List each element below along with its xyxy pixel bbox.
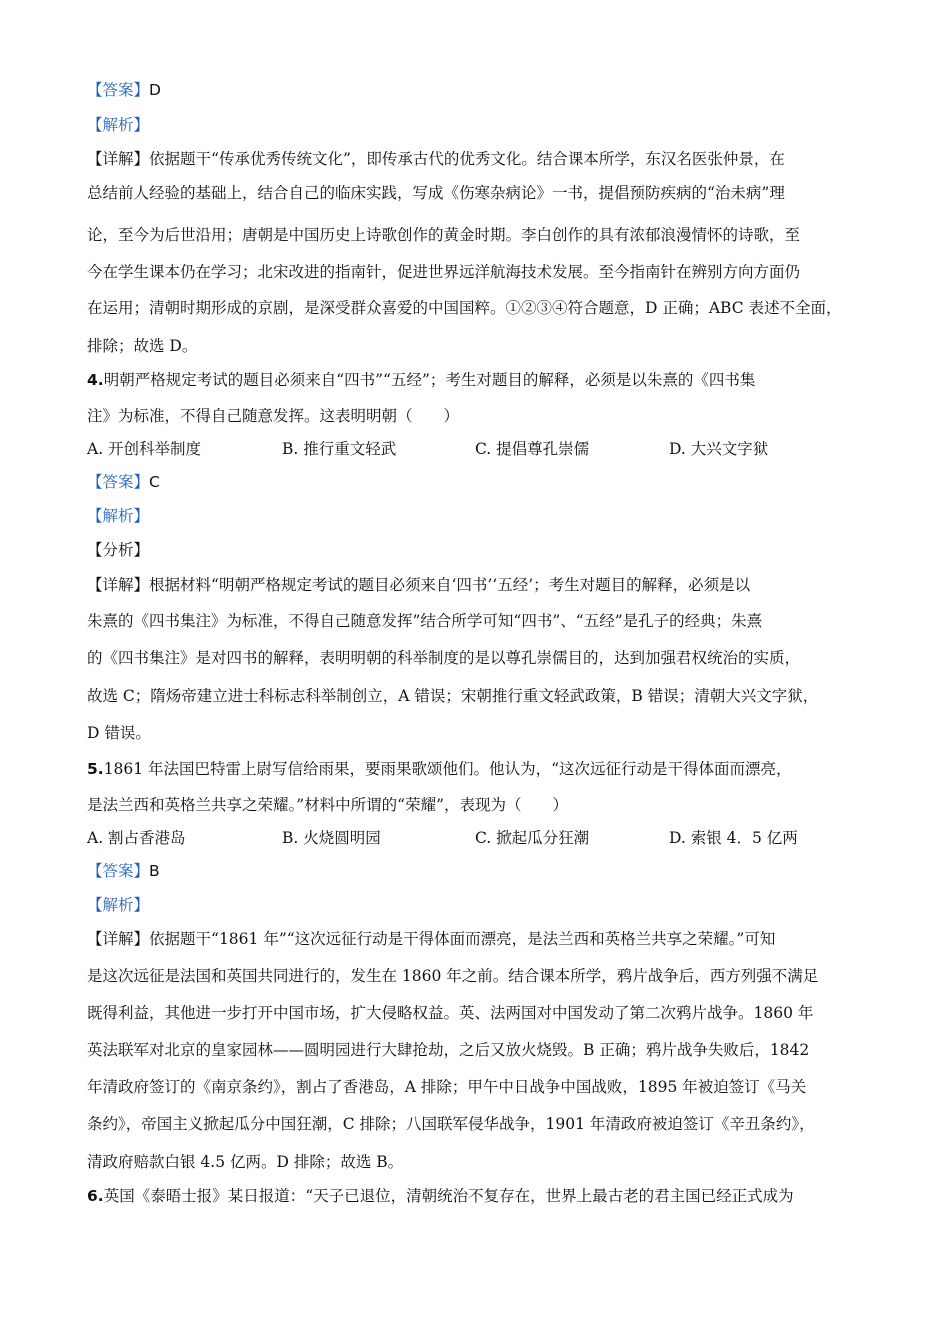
q4-detail-line-1 bbox=[87, 574, 877, 596]
q4-option-d: D. 大兴文字狱 bbox=[669, 440, 769, 458]
q3-detail-line-2: 总结前人经验的基础上，结合自己的临床实践，写成《伤寒杂病论》一书，提倡预防疾病的“治未病”理 bbox=[87, 184, 785, 202]
answer-tag: 【答案】 bbox=[87, 81, 150, 99]
q4-detail-line-2: 朱熹的《四书集注》为标准，不得自己随意发挥”结合所学可知“四书”、“五经”是孔子的经典；朱熹 bbox=[87, 612, 763, 630]
q5-number: 5. bbox=[87, 760, 104, 778]
q5-option-b: B. 火烧圆明园 bbox=[282, 829, 381, 847]
q5-options bbox=[87, 827, 877, 849]
q5-detail-line-4: 英法联军对北京的皇家园林——圆明园进行大肆抢劫，之后又放火烧毁。B 正确；鸦片战争失败后，1842 bbox=[87, 1041, 810, 1059]
q5-detail-text: 依据题干“1861 年”“这次远征行动是干得体面而漂亮，是法兰西和英格兰共享之荣耀。”可知 bbox=[149, 930, 776, 948]
q6-stem-text: 英国《泰晤士报》某日报道：“天子已退位，清朝统治不复存在，世界上最古老的君主国已经正式成为 bbox=[103, 1187, 794, 1205]
q5-detail-line-5: 年清政府签订的《南京条约》，割占了香港岛，A 排除；甲午中日战争中国战败，1895 年被迫签订《马关 bbox=[87, 1078, 807, 1096]
detail-tag: 【详解】 bbox=[87, 150, 150, 168]
q4-answer-line bbox=[87, 471, 877, 493]
q4-detail-line-4: 故选 C；隋炀帝建立进士科标志科举制创立，A 错误；宋朝推行重文轻武政策，B 错误；清朝大兴文字狱， bbox=[87, 687, 819, 705]
q5-detail-line-3: 既得利益，其他进一步打开中国市场，扩大侵略权益。英、法两国对中国发动了第二次鸦片战争。1860 年 bbox=[87, 1004, 814, 1022]
breakdown-tag: 【分析】 bbox=[87, 541, 150, 559]
q5-option-d: D. 索银 4．5 亿两 bbox=[669, 829, 798, 847]
detail-tag: 【详解】 bbox=[87, 930, 150, 948]
q5-detail-line-6: 条约》，帝国主义掀起瓜分中国狂潮，C 排除；八国联军侵华战争，1901 年清政府被迫签订《辛丑条约》， bbox=[87, 1115, 815, 1133]
q3-detail-line-5: 在运用；清朝时期形成的京剧，是深受群众喜爱的中国国粹。①②③④符合题意，D 正确；ABC 表述不全面， bbox=[87, 299, 842, 317]
q6-number: 6. bbox=[87, 1187, 104, 1205]
q4-option-a: A. 开创科举制度 bbox=[87, 440, 202, 458]
q4-detail-text: 根据材料“明朝严格规定考试的题目必须来自‘四书’‘五经’；考生对题目的解释，必须是以 bbox=[149, 576, 751, 594]
q3-detail-line-6: 排除；故选 D。 bbox=[87, 337, 198, 355]
q5-stem-line-1 bbox=[87, 758, 877, 780]
q4-option-c: C. 提倡尊孔崇儒 bbox=[475, 440, 590, 458]
q5-detail-line-1 bbox=[87, 928, 877, 950]
q5-detail-line-2: 是这次远征是法国和英国共同进行的，发生在 1860 年之前。结合课本所学，鸦片战争后，西方列强不满足 bbox=[87, 967, 819, 985]
analysis-tag: 【解析】 bbox=[87, 896, 150, 914]
q4-breakdown-line bbox=[87, 539, 877, 561]
q5-analysis-line bbox=[87, 894, 877, 916]
q5-answer-line bbox=[87, 860, 877, 882]
q5-detail-line-7: 清政府赔款白银 4.5 亿两。D 排除；故选 B。 bbox=[87, 1153, 404, 1171]
q6-stem-line-1 bbox=[87, 1185, 877, 1207]
q3-analysis-line bbox=[87, 114, 877, 136]
q5-option-c: C. 掀起瓜分狂潮 bbox=[475, 829, 590, 847]
q4-answer: C bbox=[149, 473, 160, 491]
q3-answer-line bbox=[87, 79, 877, 101]
q3-detail-line-3: 论，至今为后世沿用；唐朝是中国历史上诗歌创作的黄金时期。李白创作的具有浓郁浪漫情怀的诗歌，至 bbox=[87, 226, 801, 244]
q4-stem-line-2: 注》为标准，不得自己随意发挥。这表明明朝（ ） bbox=[87, 407, 460, 425]
answer-tag: 【答案】 bbox=[87, 473, 150, 491]
q4-detail-line-5: D 错误。 bbox=[87, 724, 151, 742]
detail-tag: 【详解】 bbox=[87, 576, 150, 594]
q3-detail-line-4: 今在学生课本仍在学习；北宋改进的指南针，促进世界远洋航海技术发展。至今指南针在辨别方向方面仍 bbox=[87, 263, 801, 281]
q3-answer: D bbox=[149, 81, 161, 99]
analysis-tag: 【解析】 bbox=[87, 116, 150, 134]
q4-detail-line-3: 的《四书集注》是对四书的解释，表明明朝的科举制度的是以尊孔崇儒目的，达到加强君权统治的实质， bbox=[87, 649, 801, 667]
answer-tag: 【答案】 bbox=[87, 862, 150, 880]
q4-options bbox=[87, 438, 877, 460]
q4-number: 4. bbox=[87, 371, 104, 389]
q4-stem-text: 明朝严格规定考试的题目必须来自“四书”“五经”；考生对题目的解释，必须是以朱熹的《四书集 bbox=[103, 371, 756, 389]
q3-detail-line-1 bbox=[87, 148, 877, 170]
q5-answer: B bbox=[149, 862, 160, 880]
q5-stem-text: 1861 年法国巴特雷上尉写信给雨果，要雨果歌颂他们。他认为，“这次远征行动是干得体面而漂亮， bbox=[103, 760, 792, 778]
q5-stem-line-2: 是法兰西和英格兰共享之荣耀。”材料中所谓的“荣耀”，表现为（ ） bbox=[87, 796, 569, 814]
q4-option-b: B. 推行重文轻武 bbox=[282, 440, 397, 458]
q3-detail-text: 依据题干“传承优秀传统文化”，即传承古代的优秀文化。结合课本所学，东汉名医张仲景，在 bbox=[149, 150, 785, 168]
analysis-tag: 【解析】 bbox=[87, 507, 150, 525]
q4-stem-line-1 bbox=[87, 369, 877, 391]
q5-option-a: A. 割占香港岛 bbox=[87, 829, 186, 847]
q4-analysis-line bbox=[87, 505, 877, 527]
